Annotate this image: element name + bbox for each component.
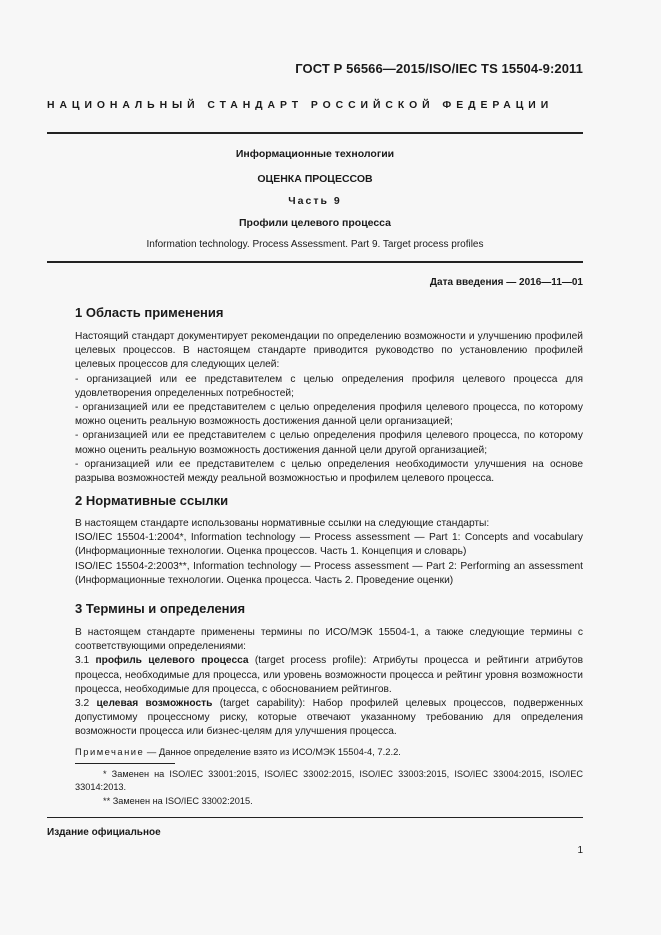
footnotes — [75, 768, 583, 808]
section1-bullet1: - организацией или ее представителем с целью определения профиля целевого процесса для удовлетворения определенных потребностей; — [75, 373, 583, 399]
footer-rule — [47, 817, 583, 818]
term-3-2-name: целевая возможность — [96, 698, 213, 710]
section1-heading: 1 Область применения — [75, 305, 224, 320]
standard-code: ГОСТ Р 56566—2015/ISO/IEC TS 15504-9:2011 — [295, 61, 583, 76]
section1-bullet4: - организацией или ее представителем с целью определения необходимости улучшения на основе разрыва возможностей между реальной возможностью и профилем целевого процесса. — [75, 458, 583, 485]
term-3-2 — [75, 697, 583, 740]
section2-p1: В настоящем стандарте использованы нормативные ссылки на следующие стандарты: — [75, 518, 490, 529]
effective-date: Дата введения — 2016—11—01 — [429, 277, 583, 288]
title-line2: ОЦЕНКА ПРОЦЕССОВ — [257, 173, 373, 185]
term-3-1-number: 3.1 — [75, 655, 90, 667]
term-3-2-definition: (target capability): Набор профилей целевых процессов, подверженных допустимому процессному риску, которые отвечают указанному требованию для определения возможности процесса или бизнес-целям для улучшения процесса. — [75, 698, 583, 738]
title-line1: Информационные технологии — [235, 148, 395, 160]
footnote-rule — [75, 763, 175, 764]
official-edition-label: Издание официальное — [47, 827, 161, 838]
section3-heading: 3 Термины и определения — [75, 601, 246, 616]
title-line4: Профили целевого процесса — [239, 217, 391, 229]
note-label: Примечание — [75, 745, 145, 757]
section3-p1: В настоящем стандарте применены термины по ИСО/МЭК 15504-1, а также следующие термины с соответствующими определениями: — [75, 627, 583, 653]
section2-heading: 2 Нормативные ссылки — [75, 493, 229, 508]
section1-bullet2: - организацией или ее представителем с целью определения профиля целевого процесса, по которому можно оценить реальную возможность достижения данной цели организацией; — [75, 402, 583, 428]
normative-ref-2: ISO/IEC 15504-2:2003**, Information technology — Process assessment — Part 2: Performing an assessment (Информационные технологии. Оценка процесса. Часть 2. Проведение оценки) — [75, 560, 583, 586]
normative-ref-1: ISO/IEC 15504-1:2004*, Information technology — Process assessment — Part 1: Concepts and vocabulary (Информационные технологии. Оценка процессов. Часть 1. Концепция и словарь) — [75, 532, 583, 558]
term-3-1-definition: (target process profile): Атрибуты процесса и рейтинги атрибутов процесса, необходимые для процесса, или уровень возможности процесса и рейтинг уровня возможности процесса, необходимые для процесса, с обоснованием рейтингов. — [75, 655, 583, 695]
header-rule — [47, 132, 583, 134]
section1-body — [75, 330, 583, 486]
page-number: 1 — [577, 845, 583, 856]
section1-bullet3: - организацией или ее представителем с целью определения профиля целевого процесса, по которому можно оценить реальную возможность достижения данной цели другой организацией; — [75, 430, 583, 456]
footnote-1: * Заменен на ISO/IEC 33001:2015, ISO/IEC 33002:2015, ISO/IEC 33003:2015, ISO/IEC 33004:2015, ISO/IEC 33014:2013. — [75, 769, 583, 792]
term-3-1 — [75, 654, 583, 697]
national-standard-banner: НАЦИОНАЛЬНЫЙ СТАНДАРТ РОССИЙСКОЙ ФЕДЕРАЦИИ — [47, 100, 554, 111]
section3-body — [75, 626, 583, 759]
term-3-2-number: 3.2 — [75, 698, 90, 710]
section1-p1: Настоящий стандарт документирует рекомендации по определению возможности и улучшению профилей целевых процессов. В настоящем стандарте приводится руководство по установлению профилей целевых процессов для следующих целей: — [75, 331, 583, 371]
title-part: Часть 9 — [288, 195, 342, 207]
title-rule — [47, 261, 583, 263]
note — [75, 745, 583, 759]
title-english: Information technology. Process Assessment. Part 9. Target process profiles — [146, 239, 484, 250]
term-3-1-name: профиль целевого процесса — [95, 655, 249, 667]
note-text: — Данное определение взято из ИСО/МЭК 15504-4, 7.2.2. — [146, 745, 401, 757]
footnote-2: ** Заменен на ISO/IEC 33002:2015. — [103, 796, 253, 806]
section2-body — [75, 517, 583, 588]
